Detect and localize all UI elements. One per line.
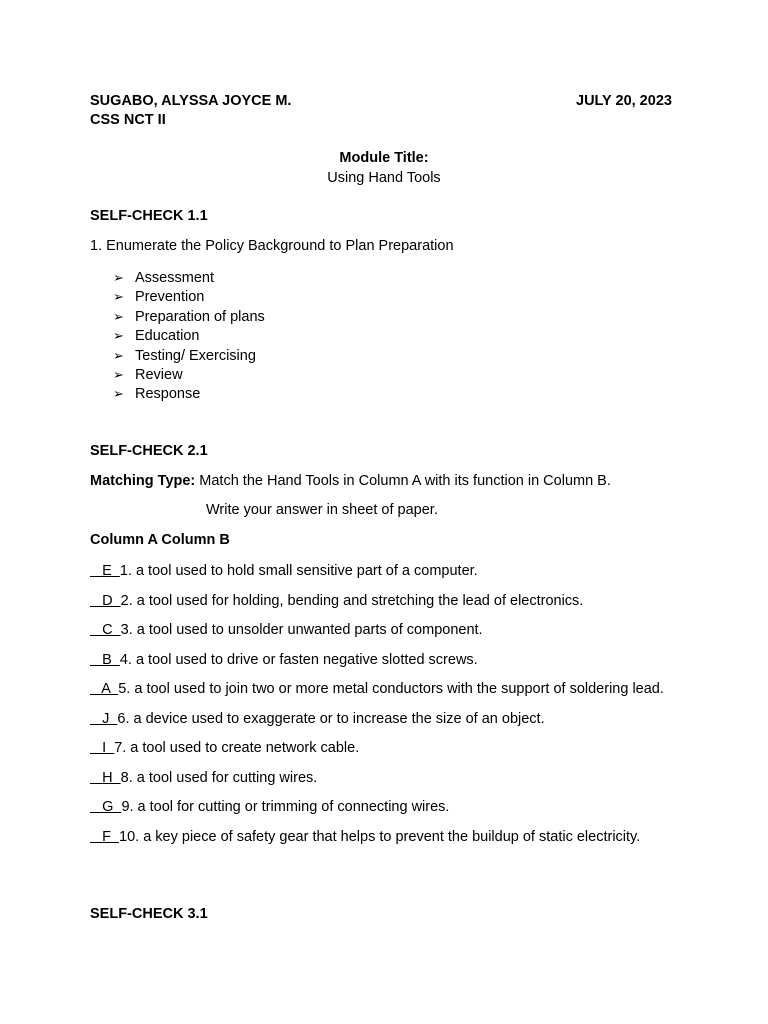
instruction-text: Match the Hand Tools in Column A with its function in Column B. <box>195 473 611 489</box>
policy-bullet-label: Assessment <box>135 270 214 286</box>
policy-bullet-label: Response <box>135 386 201 403</box>
answer-blank <box>90 769 121 789</box>
answer-description: 10. a key piece of safety gear that helps to prevent the buildup of static electricity. <box>119 828 641 845</box>
arrowhead-bullet-icon: ➢ <box>113 289 124 305</box>
student-name: SUGABO, ALYSSA JOYCE M. <box>90 93 292 109</box>
course-name: CSS NCT II <box>90 112 166 128</box>
answer-letter: J <box>102 710 110 727</box>
answer-description: 6. a device used to exaggerate or to increase the size of an object. <box>117 710 545 727</box>
answer-blank <box>90 828 119 848</box>
answer-letter: F <box>102 828 111 845</box>
columns-label: Column A Column B <box>90 532 230 548</box>
answer-letter: G <box>102 799 114 815</box>
answer-blank <box>90 710 117 730</box>
self-check-1-heading: SELF-CHECK 1.1 <box>90 208 208 224</box>
policy-bullet-item <box>113 268 265 287</box>
answer-description: 7. a tool used to create network cable. <box>114 740 360 756</box>
arrowhead-bullet-icon: ➢ <box>113 328 124 344</box>
answer-blank <box>90 680 118 700</box>
matching-answer-list <box>90 562 680 857</box>
arrowhead-bullet-icon: ➢ <box>113 270 124 285</box>
answer-letter: E <box>102 563 112 579</box>
answer-description: 5. a tool used to join two or more metal conductors with the support of soldering lead. <box>118 681 664 697</box>
policy-bullet-item <box>113 287 265 306</box>
matching-answer-item <box>90 739 680 759</box>
policy-bullet-item <box>113 346 265 365</box>
answer-letter: B <box>102 651 112 668</box>
matching-answer-item <box>90 621 680 641</box>
answer-blank <box>90 798 121 818</box>
answer-letter: D <box>102 592 113 609</box>
answer-letter: C <box>102 622 113 638</box>
module-title: Using Hand Tools <box>327 170 441 186</box>
answer-blank <box>90 562 120 582</box>
policy-bullet-item <box>113 365 265 384</box>
policy-bullet-item <box>113 307 265 326</box>
self-check-2-heading: SELF-CHECK 2.1 <box>90 443 208 459</box>
arrowhead-bullet-icon: ➢ <box>113 386 124 402</box>
matching-answer-item <box>90 592 680 612</box>
answer-letter: A <box>101 681 111 697</box>
matching-answer-item <box>90 769 680 789</box>
answer-description: 9. a tool for cutting or trimming of connecting wires. <box>121 799 450 815</box>
policy-bullet-item <box>113 384 265 403</box>
policy-bullet-label: Testing/ Exercising <box>135 347 256 364</box>
answer-blank <box>90 651 120 671</box>
answer-letter: I <box>102 740 107 756</box>
arrowhead-bullet-icon: ➢ <box>113 308 124 324</box>
policy-bullet-label: Review <box>135 366 183 383</box>
self-check-3-heading: SELF-CHECK 3.1 <box>90 906 208 922</box>
policy-bullet-label: Education <box>135 328 200 345</box>
matching-answer-item <box>90 828 680 848</box>
arrowhead-bullet-icon: ➢ <box>113 366 124 382</box>
policy-bullet-list <box>113 268 265 404</box>
answer-blank <box>90 621 121 641</box>
answer-description: 1. a tool used to hold small sensitive part of a computer. <box>119 563 478 579</box>
module-title-label: Module Title: <box>339 150 429 166</box>
policy-bullet-label: Prevention <box>135 289 205 306</box>
arrowhead-bullet-icon: ➢ <box>113 347 124 363</box>
policy-bullet-item <box>113 326 265 345</box>
matching-instruction <box>90 473 611 489</box>
answer-description: 3. a tool used to unsolder unwanted parts of component. <box>120 622 483 638</box>
matching-answer-item <box>90 798 680 818</box>
answer-blank <box>90 739 114 759</box>
matching-answer-item <box>90 651 680 671</box>
policy-bullet-label: Preparation of plans <box>135 308 265 325</box>
instruction-line-2: Write your answer in sheet of paper. <box>206 502 438 518</box>
matching-answer-item <box>90 562 680 582</box>
answer-letter: H <box>102 769 113 786</box>
matching-answer-item <box>90 710 680 730</box>
answer-blank <box>90 592 121 612</box>
self-check-1-question: 1. Enumerate the Policy Background to Plan Preparation <box>90 238 454 254</box>
answer-description: 2. a tool used for holding, bending and stretching the lead of electronics. <box>120 592 584 609</box>
answer-description: 8. a tool used for cutting wires. <box>120 769 318 786</box>
answer-description: 4. a tool used to drive or fasten negative slotted screws. <box>119 651 478 668</box>
document-date: JULY 20, 2023 <box>576 93 672 109</box>
matching-answer-item <box>90 680 680 700</box>
instruction-label: Matching Type: <box>90 473 196 489</box>
